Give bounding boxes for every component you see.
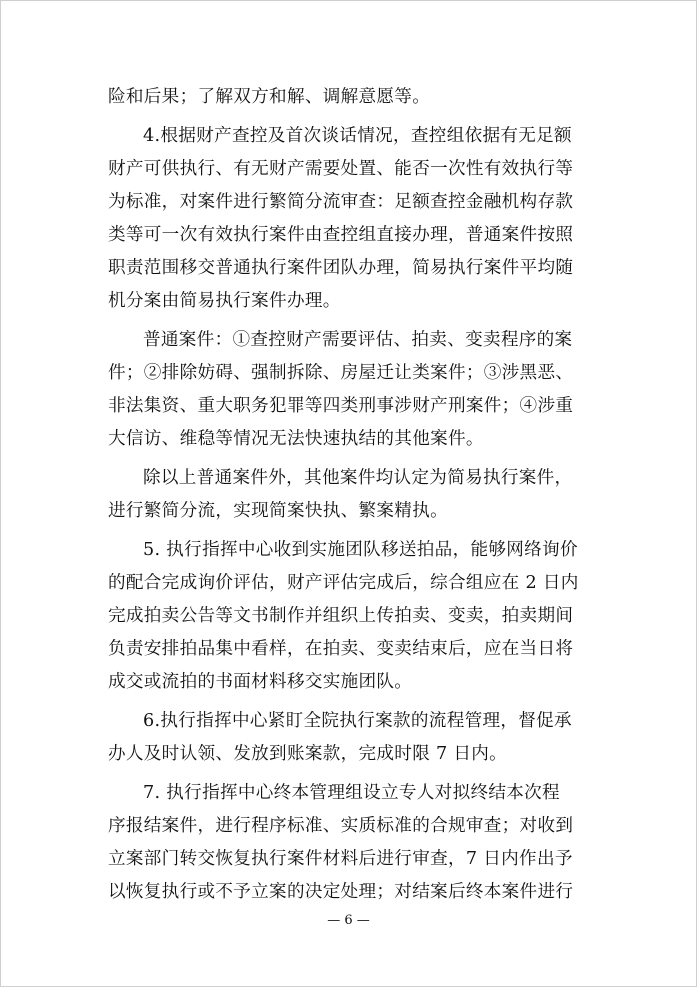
- text-line: 4.根据财产查控及首次谈话情况，查控组依据有无足额: [143, 126, 572, 146]
- text-line: 立案部门转交恢复执行案件材料后进行审查，7 日内作出予: [108, 849, 573, 869]
- text-line: 职责范围移交普通执行案件团队办理，简易执行案件平均随: [108, 258, 574, 278]
- text-line: 类等可一次有效执行案件由查控组直接办理，普通案件按照: [108, 225, 574, 245]
- text-line: 进行繁简分流，实现简案快执、繁案精执。: [108, 501, 448, 521]
- text-line: 为标准，对案件进行繁简分流审查：足额查控金融机构存款: [108, 192, 574, 212]
- text-line: 的配合完成询价评估，财产评估完成后，综合组应在 2 日内: [108, 573, 579, 593]
- text-line: 险和后果；了解双方和解、调解意愿等。: [108, 87, 431, 107]
- text-line: 普通案件：①查控财产需要评估、拍卖、变卖程序的案: [143, 330, 573, 350]
- page-number: — 6 —: [327, 913, 370, 928]
- text-line: 办人及时认领、发放到账案款，完成时限 7 日内。: [108, 744, 508, 764]
- text-line: 成交或流拍的书面材料移交实施团队。: [108, 672, 413, 692]
- text-line: 7. 执行指挥中心终本管理组设立专人对拟终结本次程: [143, 783, 560, 803]
- text-line: 6.执行指挥中心紧盯全院执行案款的流程管理，督促承: [143, 711, 572, 731]
- text-line: 以恢复执行或不予立案的决定处理；对结案后终本案件进行: [108, 882, 574, 902]
- text-line: 完成拍卖公告等文书制作并组织上传拍卖、变卖，拍卖期间: [108, 606, 574, 626]
- text-line: 非法集资、重大职务犯罪等四类刑事涉财产刑案件；④涉重: [108, 396, 574, 416]
- text-line: 大信访、维稳等情况无法快速执结的其他案件。: [108, 429, 484, 449]
- text-line: 除以上普通案件外，其他案件均认定为简易执行案件，: [143, 468, 573, 488]
- text-line: 负责安排拍品集中看样，在拍卖、变卖结束后，应在当日将: [108, 639, 574, 659]
- text-line: 财产可供执行、有无财产需要处置、能否一次性有效执行等: [108, 159, 574, 179]
- text-line: 5. 执行指挥中心收到实施团队移送拍品，能够网络询价: [143, 540, 578, 560]
- text-line: 机分案由简易执行案件办理。: [108, 291, 341, 311]
- text-line: 序报结案件，进行程序标准、实质标准的合规审查；对收到: [108, 816, 574, 836]
- text-line: 件；②排除妨碍、强制拆除、房屋迁让类案件；③涉黑恶、: [108, 363, 574, 383]
